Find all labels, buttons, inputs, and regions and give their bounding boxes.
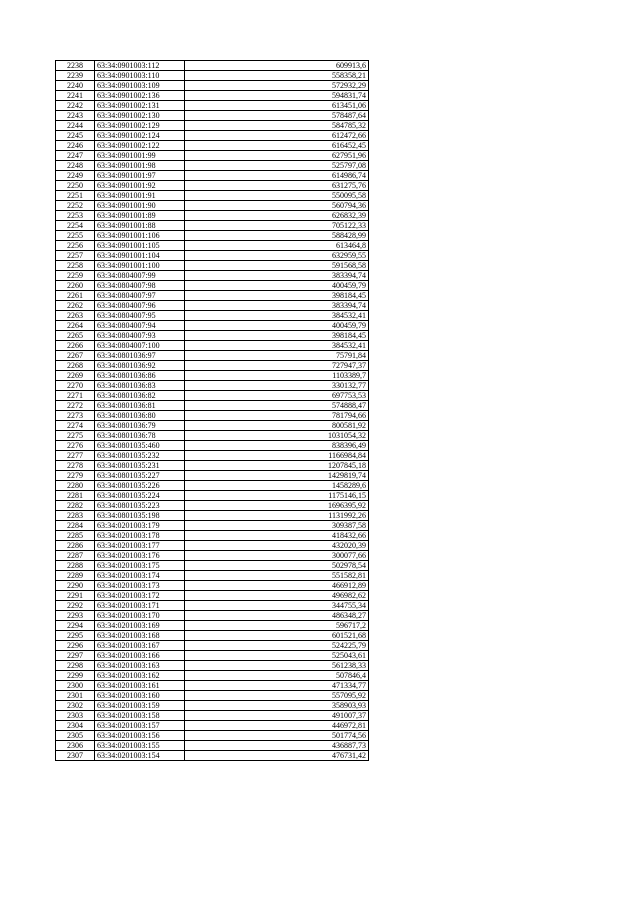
cadastral-number-cell: 63:34:0901002:122	[95, 141, 185, 151]
cadastral-value-cell: 550095,58	[185, 191, 369, 201]
table-row	[56, 281, 369, 291]
cadastral-number-cell: 63:34:0901003:109	[95, 81, 185, 91]
cadastral-number-cell: 63:34:0901002:129	[95, 121, 185, 131]
cadastral-value-cell: 705122,33	[185, 221, 369, 231]
row-number-cell: 2245	[56, 131, 95, 141]
table-row	[56, 681, 369, 691]
row-number-cell: 2257	[56, 251, 95, 261]
cadastral-value-cell: 1429819,74	[185, 471, 369, 481]
row-number-cell: 2274	[56, 421, 95, 431]
table-row	[56, 161, 369, 171]
cadastral-number-cell: 63:34:0804007:93	[95, 331, 185, 341]
cadastral-number-cell: 63:34:0901001:100	[95, 261, 185, 271]
cadastral-number-cell: 63:34:0801036:79	[95, 421, 185, 431]
table-row	[56, 111, 369, 121]
row-number-cell: 2280	[56, 481, 95, 491]
cadastral-value-table	[55, 60, 369, 761]
table-row	[56, 311, 369, 321]
row-number-cell: 2298	[56, 661, 95, 671]
table-row	[56, 381, 369, 391]
cadastral-value-cell: 400459,79	[185, 281, 369, 291]
row-number-cell: 2281	[56, 491, 95, 501]
table-row	[56, 251, 369, 261]
row-number-cell: 2305	[56, 731, 95, 741]
cadastral-value-cell: 476731,42	[185, 751, 369, 761]
cadastral-value-cell: 309387,58	[185, 521, 369, 531]
table-row	[56, 401, 369, 411]
table-row	[56, 171, 369, 181]
table-row	[56, 721, 369, 731]
cadastral-number-cell: 63:34:0901001:90	[95, 201, 185, 211]
table-row	[56, 371, 369, 381]
cadastral-number-cell: 63:34:0901001:104	[95, 251, 185, 261]
cadastral-value-cell: 330132,77	[185, 381, 369, 391]
table-row	[56, 141, 369, 151]
row-number-cell: 2284	[56, 521, 95, 531]
row-number-cell: 2258	[56, 261, 95, 271]
cadastral-value-cell: 344755,34	[185, 601, 369, 611]
row-number-cell: 2282	[56, 501, 95, 511]
table-row	[56, 671, 369, 681]
table-row	[56, 271, 369, 281]
cadastral-value-cell: 631275,76	[185, 181, 369, 191]
table-row	[56, 521, 369, 531]
cadastral-value-cell: 609913,6	[185, 61, 369, 71]
table-row	[56, 361, 369, 371]
table-row	[56, 91, 369, 101]
cadastral-value-cell: 471334,77	[185, 681, 369, 691]
cadastral-value-cell: 558358,21	[185, 71, 369, 81]
cadastral-number-cell: 63:34:0201003:161	[95, 681, 185, 691]
table-row	[56, 351, 369, 361]
row-number-cell: 2302	[56, 701, 95, 711]
row-number-cell: 2275	[56, 431, 95, 441]
row-number-cell: 2295	[56, 631, 95, 641]
cadastral-value-cell: 1207845,18	[185, 461, 369, 471]
table-row	[56, 741, 369, 751]
row-number-cell: 2269	[56, 371, 95, 381]
table-row	[56, 181, 369, 191]
cadastral-number-cell: 63:34:0201003:159	[95, 701, 185, 711]
table-row	[56, 341, 369, 351]
table-row	[56, 491, 369, 501]
row-number-cell: 2268	[56, 361, 95, 371]
cadastral-number-cell: 63:34:0201003:173	[95, 581, 185, 591]
cadastral-value-cell: 446972,81	[185, 721, 369, 731]
cadastral-number-cell: 63:34:0801036:81	[95, 401, 185, 411]
row-number-cell: 2278	[56, 461, 95, 471]
table-body	[56, 61, 369, 761]
cadastral-value-cell: 1458289,6	[185, 481, 369, 491]
row-number-cell: 2240	[56, 81, 95, 91]
cadastral-number-cell: 63:34:0801036:82	[95, 391, 185, 401]
row-number-cell: 2253	[56, 211, 95, 221]
cadastral-number-cell: 63:34:0901001:89	[95, 211, 185, 221]
cadastral-value-cell: 400459,79	[185, 321, 369, 331]
cadastral-value-cell: 398184,45	[185, 291, 369, 301]
table-row	[56, 621, 369, 631]
cadastral-number-cell: 63:34:0901002:130	[95, 111, 185, 121]
table-row	[56, 631, 369, 641]
cadastral-number-cell: 63:34:0201003:162	[95, 671, 185, 681]
cadastral-value-cell: 358903,93	[185, 701, 369, 711]
row-number-cell: 2272	[56, 401, 95, 411]
table-row	[56, 701, 369, 711]
cadastral-value-cell: 572932,29	[185, 81, 369, 91]
table-row	[56, 571, 369, 581]
table-row	[56, 591, 369, 601]
cadastral-value-cell: 524225,79	[185, 641, 369, 651]
cadastral-number-cell: 63:34:0901001:98	[95, 161, 185, 171]
cadastral-number-cell: 63:34:0801035:198	[95, 511, 185, 521]
cadastral-number-cell: 63:34:0201003:179	[95, 521, 185, 531]
table-row	[56, 731, 369, 741]
cadastral-value-cell: 627951,96	[185, 151, 369, 161]
cadastral-value-cell: 1103389,7	[185, 371, 369, 381]
cadastral-number-cell: 63:34:0901002:124	[95, 131, 185, 141]
row-number-cell: 2270	[56, 381, 95, 391]
row-number-cell: 2279	[56, 471, 95, 481]
cadastral-number-cell: 63:34:0201003:158	[95, 711, 185, 721]
row-number-cell: 2251	[56, 191, 95, 201]
row-number-cell: 2301	[56, 691, 95, 701]
row-number-cell: 2277	[56, 451, 95, 461]
row-number-cell: 2254	[56, 221, 95, 231]
table-row	[56, 481, 369, 491]
table-row	[56, 611, 369, 621]
row-number-cell: 2261	[56, 291, 95, 301]
cadastral-value-cell: 588428,99	[185, 231, 369, 241]
row-number-cell: 2255	[56, 231, 95, 241]
cadastral-number-cell: 63:34:0201003:177	[95, 541, 185, 551]
cadastral-value-cell: 616452,45	[185, 141, 369, 151]
cadastral-number-cell: 63:34:0201003:154	[95, 751, 185, 761]
table-row	[56, 211, 369, 221]
table-row	[56, 301, 369, 311]
table-row	[56, 751, 369, 761]
row-number-cell: 2291	[56, 591, 95, 601]
row-number-cell: 2250	[56, 181, 95, 191]
row-number-cell: 2241	[56, 91, 95, 101]
cadastral-number-cell: 63:34:0801036:86	[95, 371, 185, 381]
row-number-cell: 2256	[56, 241, 95, 251]
cadastral-number-cell: 63:34:0801036:78	[95, 431, 185, 441]
cadastral-number-cell: 63:34:0901001:99	[95, 151, 185, 161]
cadastral-number-cell: 63:34:0804007:100	[95, 341, 185, 351]
cadastral-number-cell: 63:34:0201003:170	[95, 611, 185, 621]
cadastral-value-cell: 432020,39	[185, 541, 369, 551]
table-row	[56, 451, 369, 461]
cadastral-number-cell: 63:34:0804007:97	[95, 291, 185, 301]
cadastral-value-cell: 557095,92	[185, 691, 369, 701]
table-row	[56, 581, 369, 591]
cadastral-number-cell: 63:34:0201003:156	[95, 731, 185, 741]
cadastral-number-cell: 63:34:0801035:223	[95, 501, 185, 511]
row-number-cell: 2283	[56, 511, 95, 521]
table-row	[56, 391, 369, 401]
cadastral-value-cell: 502978,54	[185, 561, 369, 571]
row-number-cell: 2300	[56, 681, 95, 691]
table-row	[56, 331, 369, 341]
cadastral-value-cell: 507846,4	[185, 671, 369, 681]
cadastral-value-cell: 560794,36	[185, 201, 369, 211]
cadastral-value-cell: 1131992,26	[185, 511, 369, 521]
cadastral-number-cell: 63:34:0901001:92	[95, 181, 185, 191]
table-row	[56, 241, 369, 251]
table-row	[56, 131, 369, 141]
row-number-cell: 2296	[56, 641, 95, 651]
row-number-cell: 2265	[56, 331, 95, 341]
row-number-cell: 2294	[56, 621, 95, 631]
row-number-cell: 2306	[56, 741, 95, 751]
table-row	[56, 411, 369, 421]
table-row	[56, 321, 369, 331]
cadastral-value-cell: 1696395,92	[185, 501, 369, 511]
cadastral-number-cell: 63:34:0201003:172	[95, 591, 185, 601]
cadastral-value-cell: 300077,66	[185, 551, 369, 561]
cadastral-number-cell: 63:34:0201003:176	[95, 551, 185, 561]
cadastral-number-cell: 63:34:0801036:92	[95, 361, 185, 371]
cadastral-value-cell: 781794,66	[185, 411, 369, 421]
table-row	[56, 81, 369, 91]
cadastral-number-cell: 63:34:0201003:168	[95, 631, 185, 641]
row-number-cell: 2293	[56, 611, 95, 621]
cadastral-value-cell: 591568,58	[185, 261, 369, 271]
cadastral-value-cell: 551582,81	[185, 571, 369, 581]
row-number-cell: 2238	[56, 61, 95, 71]
cadastral-number-cell: 63:34:0801036:83	[95, 381, 185, 391]
cadastral-number-cell: 63:34:0801035:224	[95, 491, 185, 501]
row-number-cell: 2249	[56, 171, 95, 181]
cadastral-number-cell: 63:34:0801035:226	[95, 481, 185, 491]
cadastral-value-cell: 584785,32	[185, 121, 369, 131]
row-number-cell: 2299	[56, 671, 95, 681]
cadastral-number-cell: 63:34:0201003:178	[95, 531, 185, 541]
table-row	[56, 651, 369, 661]
row-number-cell: 2273	[56, 411, 95, 421]
cadastral-value-cell: 486348,27	[185, 611, 369, 621]
cadastral-number-cell: 63:34:0801035:232	[95, 451, 185, 461]
table-row	[56, 501, 369, 511]
table-row	[56, 531, 369, 541]
cadastral-value-cell: 613451,06	[185, 101, 369, 111]
cadastral-number-cell: 63:34:0901003:112	[95, 61, 185, 71]
row-number-cell: 2263	[56, 311, 95, 321]
cadastral-value-cell: 383394,74	[185, 271, 369, 281]
table-row	[56, 261, 369, 271]
cadastral-number-cell: 63:34:0201003:155	[95, 741, 185, 751]
cadastral-number-cell: 63:34:0801036:97	[95, 351, 185, 361]
cadastral-number-cell: 63:34:0804007:98	[95, 281, 185, 291]
table-row	[56, 511, 369, 521]
cadastral-value-cell: 561238,33	[185, 661, 369, 671]
cadastral-number-cell: 63:34:0801035:231	[95, 461, 185, 471]
row-number-cell: 2248	[56, 161, 95, 171]
cadastral-number-cell: 63:34:0901001:88	[95, 221, 185, 231]
cadastral-value-cell: 501774,56	[185, 731, 369, 741]
cadastral-value-cell: 626832,39	[185, 211, 369, 221]
cadastral-value-cell: 384532,41	[185, 341, 369, 351]
cadastral-number-cell: 63:34:0804007:99	[95, 271, 185, 281]
cadastral-value-cell: 384532,41	[185, 311, 369, 321]
cadastral-value-cell: 398184,45	[185, 331, 369, 341]
row-number-cell: 2287	[56, 551, 95, 561]
row-number-cell: 2290	[56, 581, 95, 591]
cadastral-number-cell: 63:34:0901001:105	[95, 241, 185, 251]
table-row	[56, 101, 369, 111]
table-row	[56, 461, 369, 471]
row-number-cell: 2266	[56, 341, 95, 351]
cadastral-value-cell: 496982,62	[185, 591, 369, 601]
row-number-cell: 2297	[56, 651, 95, 661]
cadastral-number-cell: 63:34:0201003:166	[95, 651, 185, 661]
row-number-cell: 2288	[56, 561, 95, 571]
row-number-cell: 2260	[56, 281, 95, 291]
cadastral-number-cell: 63:34:0201003:160	[95, 691, 185, 701]
table-row	[56, 441, 369, 451]
table-row	[56, 221, 369, 231]
row-number-cell: 2252	[56, 201, 95, 211]
row-number-cell: 2259	[56, 271, 95, 281]
cadastral-number-cell: 63:34:0901002:131	[95, 101, 185, 111]
table-row	[56, 71, 369, 81]
table-row	[56, 661, 369, 671]
cadastral-number-cell: 63:34:0201003:169	[95, 621, 185, 631]
cadastral-value-cell: 525797,08	[185, 161, 369, 171]
table-row	[56, 691, 369, 701]
cadastral-value-cell: 727947,37	[185, 361, 369, 371]
cadastral-number-cell: 63:34:0901001:91	[95, 191, 185, 201]
table-row	[56, 711, 369, 721]
cadastral-number-cell: 63:34:0901003:110	[95, 71, 185, 81]
table-row	[56, 291, 369, 301]
cadastral-value-cell: 838396,49	[185, 441, 369, 451]
cadastral-value-cell: 574888,47	[185, 401, 369, 411]
cadastral-value-cell: 436887,73	[185, 741, 369, 751]
table-row	[56, 471, 369, 481]
table-row	[56, 121, 369, 131]
cadastral-number-cell: 63:34:0804007:94	[95, 321, 185, 331]
cadastral-value-cell: 697753,53	[185, 391, 369, 401]
cadastral-value-cell: 601521,68	[185, 631, 369, 641]
cadastral-value-cell: 578487,64	[185, 111, 369, 121]
table-row	[56, 201, 369, 211]
table-row	[56, 191, 369, 201]
cadastral-value-cell: 1031054,32	[185, 431, 369, 441]
table-row	[56, 551, 369, 561]
cadastral-number-cell: 63:34:0201003:157	[95, 721, 185, 731]
table-row	[56, 541, 369, 551]
cadastral-number-cell: 63:34:0804007:96	[95, 301, 185, 311]
row-number-cell: 2243	[56, 111, 95, 121]
table-row	[56, 421, 369, 431]
table-row	[56, 561, 369, 571]
cadastral-number-cell: 63:34:0801035:460	[95, 441, 185, 451]
cadastral-number-cell: 63:34:0804007:95	[95, 311, 185, 321]
row-number-cell: 2246	[56, 141, 95, 151]
table-row	[56, 231, 369, 241]
table-row	[56, 431, 369, 441]
cadastral-value-cell: 614986,74	[185, 171, 369, 181]
cadastral-number-cell: 63:34:0801035:227	[95, 471, 185, 481]
row-number-cell: 2289	[56, 571, 95, 581]
cadastral-number-cell: 63:34:0201003:174	[95, 571, 185, 581]
cadastral-value-cell: 525043,61	[185, 651, 369, 661]
row-number-cell: 2303	[56, 711, 95, 721]
cadastral-number-cell: 63:34:0201003:175	[95, 561, 185, 571]
cadastral-value-cell: 594831,74	[185, 91, 369, 101]
cadastral-value-cell: 466912,89	[185, 581, 369, 591]
cadastral-value-cell: 613464,8	[185, 241, 369, 251]
row-number-cell: 2286	[56, 541, 95, 551]
cadastral-number-cell: 63:34:0201003:163	[95, 661, 185, 671]
cadastral-value-cell: 612472,66	[185, 131, 369, 141]
cadastral-value-cell: 418432,66	[185, 531, 369, 541]
table-row	[56, 151, 369, 161]
row-number-cell: 2267	[56, 351, 95, 361]
row-number-cell: 2264	[56, 321, 95, 331]
cadastral-value-cell: 75791,84	[185, 351, 369, 361]
cadastral-value-cell: 800581,92	[185, 421, 369, 431]
cadastral-value-cell: 491007,37	[185, 711, 369, 721]
table-row	[56, 641, 369, 651]
table-row	[56, 601, 369, 611]
cadastral-value-cell: 596717,2	[185, 621, 369, 631]
cadastral-value-cell: 383394,74	[185, 301, 369, 311]
row-number-cell: 2271	[56, 391, 95, 401]
row-number-cell: 2285	[56, 531, 95, 541]
cadastral-value-cell: 632959,55	[185, 251, 369, 261]
row-number-cell: 2304	[56, 721, 95, 731]
cadastral-number-cell: 63:34:0901001:97	[95, 171, 185, 181]
row-number-cell: 2242	[56, 101, 95, 111]
row-number-cell: 2239	[56, 71, 95, 81]
row-number-cell: 2276	[56, 441, 95, 451]
table-row	[56, 61, 369, 71]
row-number-cell: 2292	[56, 601, 95, 611]
cadastral-value-cell: 1175146,15	[185, 491, 369, 501]
row-number-cell: 2307	[56, 751, 95, 761]
cadastral-number-cell: 63:34:0801036:80	[95, 411, 185, 421]
row-number-cell: 2244	[56, 121, 95, 131]
cadastral-value-cell: 1166984,84	[185, 451, 369, 461]
row-number-cell: 2262	[56, 301, 95, 311]
row-number-cell: 2247	[56, 151, 95, 161]
cadastral-number-cell: 63:34:0901001:106	[95, 231, 185, 241]
cadastral-number-cell: 63:34:0201003:167	[95, 641, 185, 651]
cadastral-number-cell: 63:34:0201003:171	[95, 601, 185, 611]
cadastral-number-cell: 63:34:0901002:136	[95, 91, 185, 101]
